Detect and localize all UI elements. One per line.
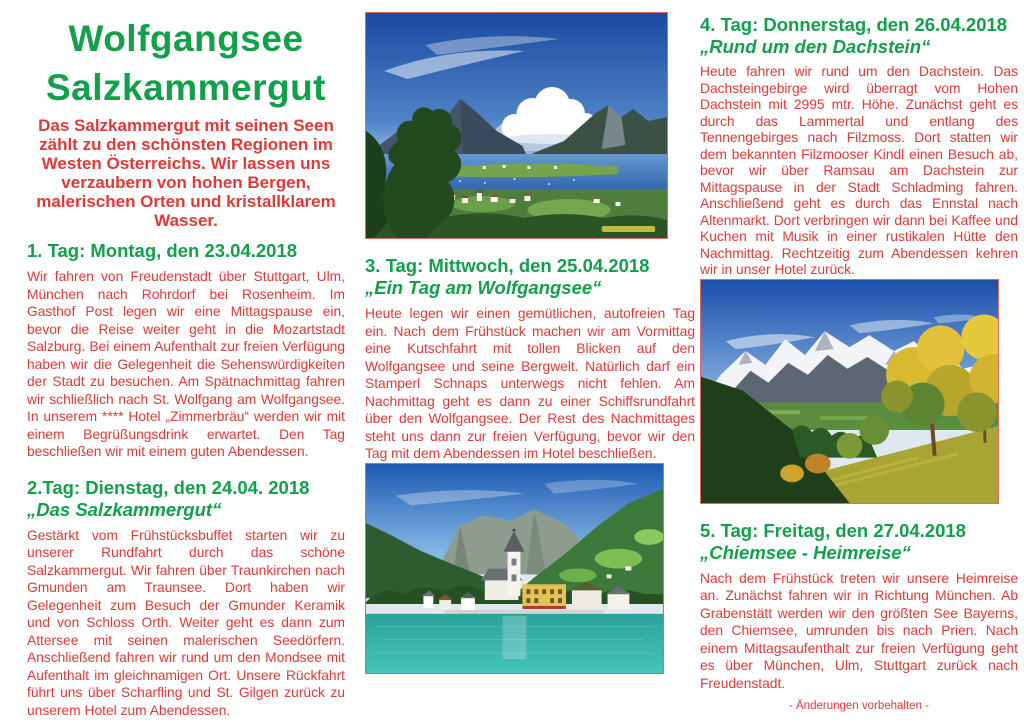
photo-dachstein-autumn [700, 279, 999, 504]
day3-heading: 3. Tag: Mittwoch, den 25.04.2018 [365, 255, 650, 276]
day5-subtitle: „Chiemsee - Heimreise“ [700, 541, 911, 563]
st-wolfgang-church-image [366, 464, 663, 673]
dachstein-autumn-image [701, 280, 998, 503]
day4-subtitle: „Rund um den Dachstein“ [700, 36, 931, 57]
middle-column [365, 12, 695, 674]
day2-subtitle: „Das Salzkammergut“ [27, 498, 222, 520]
day5-heading: 5. Tag: Freitag, den 27.04.2018 [700, 519, 966, 541]
photo-wolfgangsee-panorama [365, 12, 668, 239]
day1-heading: 1. Tag: Montag, den 23.04.2018 [27, 240, 298, 261]
changes-reserved-note: - Änderungen vorbehalten - [788, 700, 929, 712]
right-column [700, 8, 1018, 712]
page-title-line2: Salzkammergut [46, 67, 326, 108]
wolfgangsee-panorama-image [366, 13, 667, 238]
page-title [27, 14, 345, 112]
photo-st-wolfgang-church [365, 463, 664, 674]
photo-watermark [602, 226, 655, 232]
day2-text: Gestärkt vom Frühstücksbuffet starten wir zu unserer Rundfahrt durch das schöne Salzkammergut. Wir fahren über Traunkirchen nach Gmunden am Traunsee. Dort haben wir Gelegenheit zum Besuch der Gmunder Keramik und von Schloss Orth. Weiter geht es dann zum Attersee mit seinen malerischen Seedörfern. Anschließend fahren wir rund um den Mondsee mit Aufenthalt im gleichnamigen Ort. Unsere Rückfahrt führt uns über Scharfling und St. Gilgen zurück zu unserem Hotel zum Abendessen. [27, 527, 345, 718]
left-column [27, 8, 345, 719]
day3-subtitle: „Ein Tag am Wolfgangsee“ [365, 277, 602, 298]
day4-text: Heute fahren wir rund um den Dachstein. Das Dachsteingebirge wird überragt vom Hohen Dachstein mit 2995 mtr. Höhe. Zunächst geht es durch das Lammertal und entlang des Tennengebirges nach Filzmoss. Dort statten wir dem bekannten Filzmooser Kindl einen Besuch ab, bevor wir über Ramsau am Dachstein zur Mittagspause in der Stadt Schladming fahren. Anschließend geht es durch das Ennstal nach Altenmarkt. Dort verbringen wir dann bei Kaffee und Kuchen mit Musik in einer rustikalen Hütte den Nachmittag. Rechtzeitig zum Abendessen kehren wir in unser Hotel zurück. [700, 64, 1018, 277]
day2-heading: 2.Tag: Dienstag, den 24.04. 2018 [27, 476, 310, 498]
day3-text: Heute legen wir einen gemütlichen, autofreien Tag ein. Nach dem Frühstück machen wir am Vormittag eine Kutschfahrt mit tollen Blicken auf den Wolfgangsee und seine Bergwelt. Natürlich darf ein Stamperl Schnaps unterwegs nicht fehlen. Am Nachmittag geht es dann zu einer Schiffsrundfahrt über den Wolfgangsee. Der Rest des Nachmittages steht uns dann zur freien Verfügung, bevor wir den Tag mit dem Abendessen im Hotel beschließen. [365, 306, 695, 461]
page-title-line1: Wolfgangsee [68, 18, 304, 59]
day5-text: Nach dem Frühstück treten wir unsere Heimreise an. Zunächst fahren wir in Richtung München. Ab Grabenstätt werden wir den größten See Bayerns, den Chiemsee, umrunden bis nach Prien. Nach einem Mittagsaufenthalt zur freien Verfügung geht es über München, Ulm, Stuttgart zurück nach Freudenstadt. [700, 570, 1018, 691]
day1-text: Wir fahren von Freudenstadt über Stuttgart, Ulm, München nach Rohrdorf bei Rosenheim. Im Gasthof Post legen wir eine Mittagspause ein, bevor die Reise weiter geht in die Mozartstadt Salzburg. Bei einem Aufenthalt zur freien Verfügung haben wir die Gelegenheit die Sehenswürdigkeiten der Stadt zu besuchen. Am Spätnachmittag fahren wir schließlich nach St. Wolfgang am Wolfgangsee. In unserem **** Hotel „Zimmerbräu“ werden wir mit einem Begrüßungsdrink erwartet. Den Tag beschließen wir mit einem guten Abendessen. [27, 269, 345, 459]
day4-heading: 4. Tag: Donnerstag, den 26.04.2018 [700, 14, 1008, 35]
intro-text: Das Salzkammergut mit seinen Seen zählt zu den schönsten Regionen im Westen Österreichs. Wir lassen uns verzaubern von hohen Bergen, malerischen Orten und kristallklarem Wasser. [36, 116, 336, 230]
